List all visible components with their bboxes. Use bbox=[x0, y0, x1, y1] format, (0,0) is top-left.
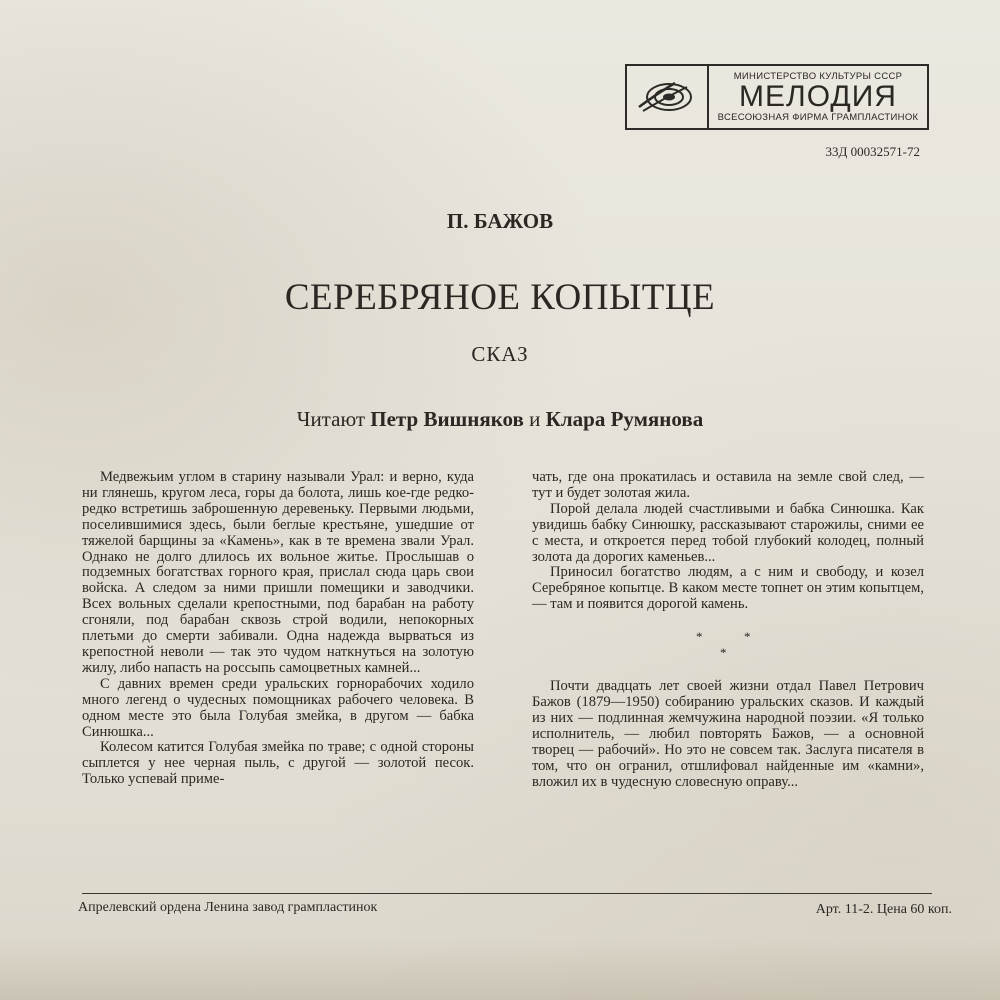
asterisk: * bbox=[696, 629, 703, 645]
reader-name: Клара Румянова bbox=[545, 407, 704, 431]
right-text-column bbox=[532, 470, 924, 791]
logo-text-block bbox=[709, 66, 927, 128]
logo-company-text: ВСЕСОЮЗНАЯ ФИРМА ГРАМПЛАСТИНОК bbox=[717, 112, 919, 123]
readers-conjunction: и bbox=[529, 407, 541, 431]
paragraph: С давних времен среди уральских горнорабочих ходило много легенд о чудесных помощниках рабочего человека. В одном месте это была Голубая змейка, в другом — бабка Синюшка... bbox=[82, 675, 474, 740]
readers-prefix: Читают bbox=[296, 407, 366, 431]
record-swirl-icon bbox=[627, 66, 709, 128]
melodiya-logo bbox=[625, 64, 929, 130]
paragraph: Медвежьим углом в старину называли Урал: и верно, куда ни глянешь, кругом леса, горы да болота, лишь кое-где редко-редко встретишь заброшенную деревеньку. Первыми людьми, поселившимися здесь, были беглые крестьяне, ушедшие от тяжелой барщины за «Камень», как в те времена звали Урал. Однако не долго длилось их вольное житье. Прослышав о подземных богатствах горного края, прислал сюда царь свои войска. А следом за ними пришли помещики и заводчики. Всех вольных сделали крепостными, под барабан на работу сгоняли, под барабан сквозь строй водили, непокорных плетьми до смерти забивали. Одна надежда вырваться из крепостной неволи — так это чудом наткнуться на золотую жилу, либо напасть на россыпь самоцветных камней... bbox=[82, 469, 474, 676]
asterisk: * bbox=[720, 645, 727, 661]
footer-divider bbox=[82, 893, 932, 894]
price-text: Арт. 11-2. Цена 60 коп. bbox=[815, 902, 952, 917]
readers-line bbox=[0, 407, 1000, 432]
left-text-column bbox=[82, 470, 474, 788]
section-separator bbox=[532, 613, 924, 679]
manufacturer-text: Апрелевский ордена Ленина завод грампластинок bbox=[78, 900, 378, 915]
paragraph: Приносил богатство людям, а с ним и свободу, и козел Серебряное копытце. В каком месте топнет он этим копытцем, — там и появится дорогой камень. bbox=[532, 564, 924, 613]
paragraph: Колесом катится Голубая змейка по траве; с одной стороны сыплется у нее черная пыль, с другой — золотой песок. Только успевай приме- bbox=[82, 739, 474, 788]
paragraph: чать, где она прокатилась и оставила на земле свой след, — тут и будет золотая жила. bbox=[532, 469, 924, 501]
album-title: СЕРЕБРЯНОЕ КОПЫТЦЕ bbox=[284, 277, 716, 318]
logo-ministry-text: МИНИСТЕРСТВО КУЛЬТУРЫ СССР bbox=[733, 71, 903, 82]
paragraph: Порой делала людей счастливыми и бабка Синюшка. Как увидишь бабку Синюшку, рассказывают старожилы, сними ее с места, и откроется перед тобой глубокий колодец, полный золота да дорогих каменьев... bbox=[532, 500, 924, 565]
logo-brand-name: МЕЛОДИЯ bbox=[739, 80, 897, 113]
author-name: П. БАЖОВ bbox=[446, 209, 554, 233]
paper-shadow bbox=[0, 938, 1000, 1000]
catalog-number: 33Д 00032571-72 bbox=[825, 144, 920, 159]
asterisk: * bbox=[744, 629, 751, 645]
reader-name: Петр Вишняков bbox=[370, 407, 524, 431]
paragraph: Почти двадцать лет своей жизни отдал Павел Петрович Бажов (1879—1950) собиранию уральских сказов. И каждый из них — подлинная жемчужина народной поэзии. «Я только исполнитель, — любил повторять Бажов, — а основной творец — рабочий». Но это не совсем так. Заслуга писателя в том, что он огранил, отшлифовал найденные им «камни», вложил их в чудесную словесную оправу... bbox=[532, 678, 924, 790]
genre-label: СКАЗ bbox=[471, 342, 529, 366]
